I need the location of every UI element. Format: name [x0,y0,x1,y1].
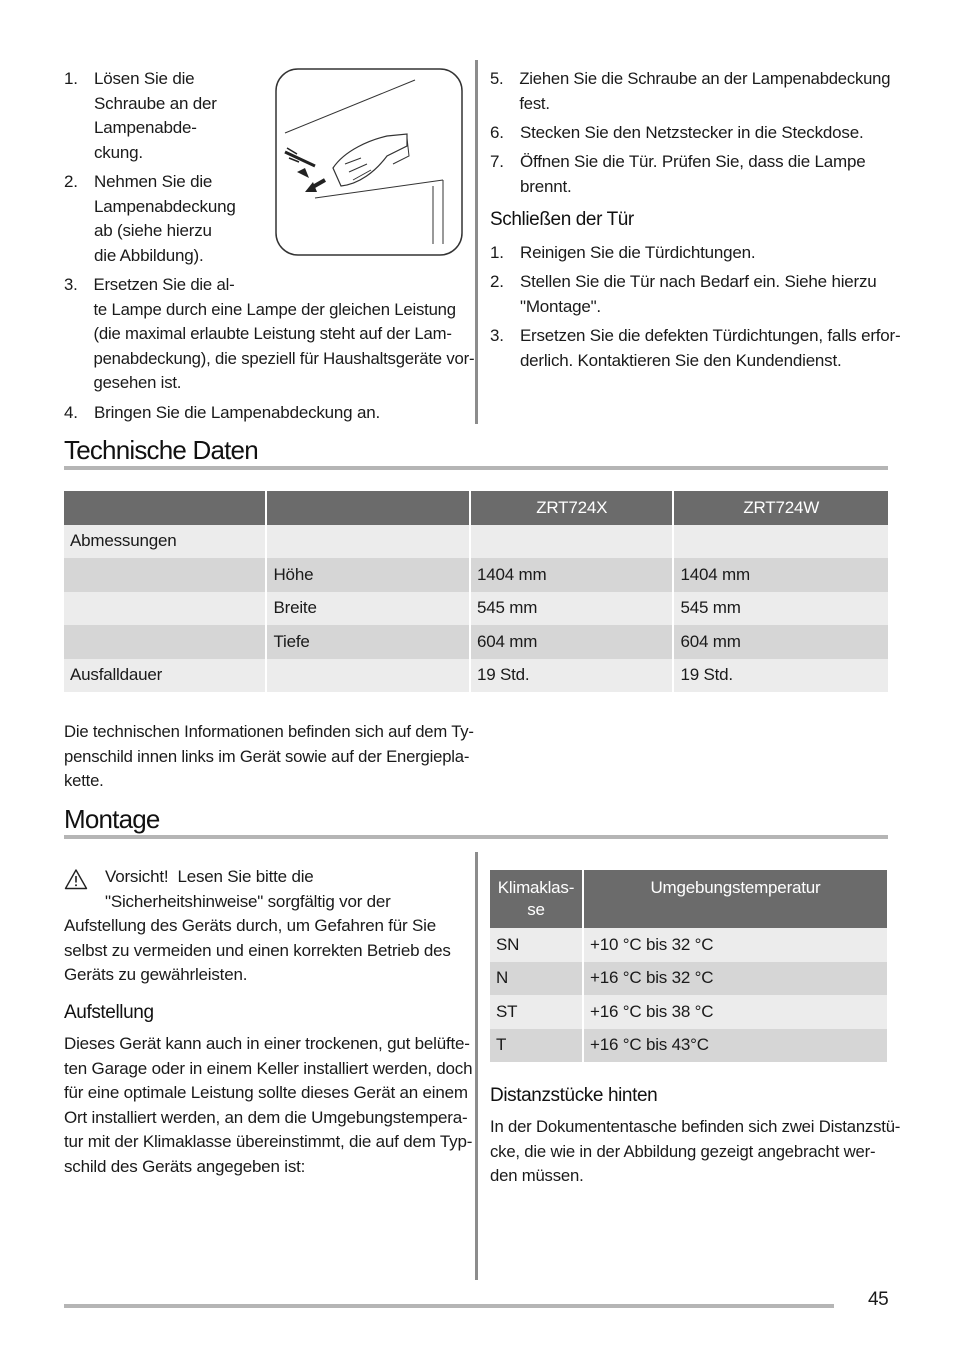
text-line: Die technischen Informationen befinden sich auf dem Ty- [64,722,474,741]
distanz-heading: Distanzstücke hinten [490,1085,658,1106]
table-cell [64,592,265,626]
table-cell [267,659,468,693]
tech-heading: Technische Daten [64,435,258,465]
table-cell: Höhe [267,558,468,592]
table-cell: 19 Std. [471,659,672,693]
table-cell [267,525,468,559]
table-cell [674,525,888,559]
list-number: 2. [64,172,78,191]
table-row [490,928,887,962]
text-line: die Abbildung). [94,245,204,265]
column-divider [475,60,478,424]
lamp-illustration-icon [275,68,463,256]
column-header: ZRT724W [674,491,888,525]
table-row [490,995,887,1029]
text-line: Geräts zu gewährleisten. [64,965,248,984]
text-line: Ort installiert werden, an dem die Umgebungstempera- [64,1107,468,1127]
table-row [490,962,887,996]
list-number: 4. [64,403,78,422]
text-line: Bringen Sie die Lampenabdeckung an. [94,403,380,422]
text-line: Ersetzen Sie die defekten Türdichtungen, falls erfor- [519,326,901,345]
column-header: ZRT724X [471,491,672,525]
table-row [64,659,888,693]
aufstellung-heading: Aufstellung [64,1002,154,1023]
text-line: "Sicherheitshinweise" sorgfältig vor der [105,891,391,911]
text-line: fest. [519,93,550,113]
text-line: Lampenabde- [94,118,197,137]
text-line: Stellen Sie die Tür nach Bedarf ein. Siehe hierzu [520,272,877,291]
text-line: für eine optimale Leistung sollte dieses Gerät an einem [64,1083,468,1102]
table-cell: Abmessungen [64,525,265,559]
list-number: 7. [490,152,504,171]
text-line: ten Garage oder in einem Keller installiert werden, doch [64,1058,473,1078]
lamp-cover-illustration [275,68,463,256]
list-number: 2. [490,272,504,291]
table-cell: 604 mm [471,625,672,659]
text-line: Stecken Sie den Netzstecker in die Steckdose. [520,123,864,142]
text-line: Lesen Sie bitte die [177,867,314,886]
text-line: selbst zu vermeiden und einen korrekten Betrieb des [64,940,451,960]
table-cell: T [490,1029,582,1063]
text-line: te Lampe durch eine Lampe der gleichen Leistung [93,299,456,319]
column-header [64,491,265,525]
table-row [64,625,888,659]
door-heading: Schließen der Tür [490,209,634,230]
list-number: 1. [64,69,78,88]
table-header-row [490,870,887,928]
text-line: Lampenabdeckung [94,196,236,216]
column-header: Umgebungstemperatur [584,870,887,928]
text-line: Nehmen Sie die [94,172,213,191]
table-cell: 1404 mm [674,558,888,592]
page-number: 45 [868,1289,889,1310]
list-number: 1. [490,243,504,262]
text-line: Öffnen Sie die Tür. Prüfen Sie, dass die Lampe [520,152,866,171]
table-cell: 1404 mm [471,558,672,592]
text-line: Schraube an der [94,93,217,113]
text-line: ab (siehe hierzu [94,221,212,240]
table-cell: 604 mm [674,625,888,659]
text-line: penabdeckung), die speziell für Haushaltsgeräte vor- [93,348,475,368]
text-line: Dieses Gerät kann auch in einer trockenen, gut belüfte- [64,1034,470,1053]
tech-data-table [62,491,890,692]
aufstellung-text [64,1032,474,1179]
table-cell: +16 °C bis 38 °C [584,995,887,1029]
warning-label: Vorsicht! [105,867,169,886]
text-line: Ziehen Sie die Schraube an der Lampenabdeckung [519,69,891,88]
text-line: penschild innen links im Gerät sowie auf der Energiepla- [64,746,470,766]
table-cell: 545 mm [471,592,672,626]
section-rule [64,466,888,470]
table-cell: Breite [267,592,468,626]
list-number: 3. [64,275,78,294]
table-header-row [64,491,888,525]
table-cell: +10 °C bis 32 °C [584,928,887,962]
table-cell [64,625,265,659]
table-cell: +16 °C bis 43°C [584,1029,887,1063]
text-line: den müssen. [490,1166,584,1185]
warning-text [64,865,474,988]
text-line: In der Dokumententasche befinden sich zwei Distanzstü- [490,1117,901,1136]
column-divider [475,852,478,1280]
table-row [64,592,888,626]
table-cell: 19 Std. [674,659,888,693]
climate-class-table [488,870,889,1062]
text-line: Aufstellung des Geräts durch, um Gefahren für Sie [64,916,436,935]
text-line: derlich. Kontaktieren Sie den Kundendienst. [519,350,842,370]
table-cell [471,525,672,559]
list-number: 5. [490,69,504,88]
table-cell [64,558,265,592]
text-line: tur mit der Klimaklasse übereinstimmt, die auf dem Typ- [64,1132,473,1151]
text-line: schild des Geräts angegeben ist: [64,1156,306,1176]
table-cell: ST [490,995,582,1029]
text-line: (die maximal erlaubte Leistung steht auf der Lam- [93,324,452,343]
text-line: ckung. [94,142,143,162]
table-cell: Tiefe [267,625,468,659]
tech-note [64,720,474,794]
text-line: cke, die wie in der Abbildung gezeigt angebracht wer- [490,1141,876,1161]
footer-rule [64,1304,834,1308]
table-cell: SN [490,928,582,962]
table-row [490,1029,887,1063]
table-row [64,525,888,559]
section-rule [64,835,888,839]
table-cell: 545 mm [674,592,888,626]
column-header [267,491,468,525]
text-line: Ersetzen Sie die al- [93,275,235,294]
table-row [64,558,888,592]
text-line: gesehen ist. [93,373,182,392]
table-cell: N [490,962,582,996]
column-header: Klimaklas- se [490,870,582,928]
text-line: "Montage". [520,296,601,316]
montage-heading: Montage [64,804,160,834]
text-line: brennt. [520,176,572,196]
text-line: kette. [64,771,104,790]
table-cell: Ausfalldauer [64,659,265,693]
distanz-text [490,1115,901,1189]
text-line: Reinigen Sie die Türdichtungen. [520,243,756,262]
list-number: 3. [490,326,504,345]
list-number: 6. [490,123,504,142]
text-line: Lösen Sie die [94,69,195,88]
table-cell: +16 °C bis 32 °C [584,962,887,996]
